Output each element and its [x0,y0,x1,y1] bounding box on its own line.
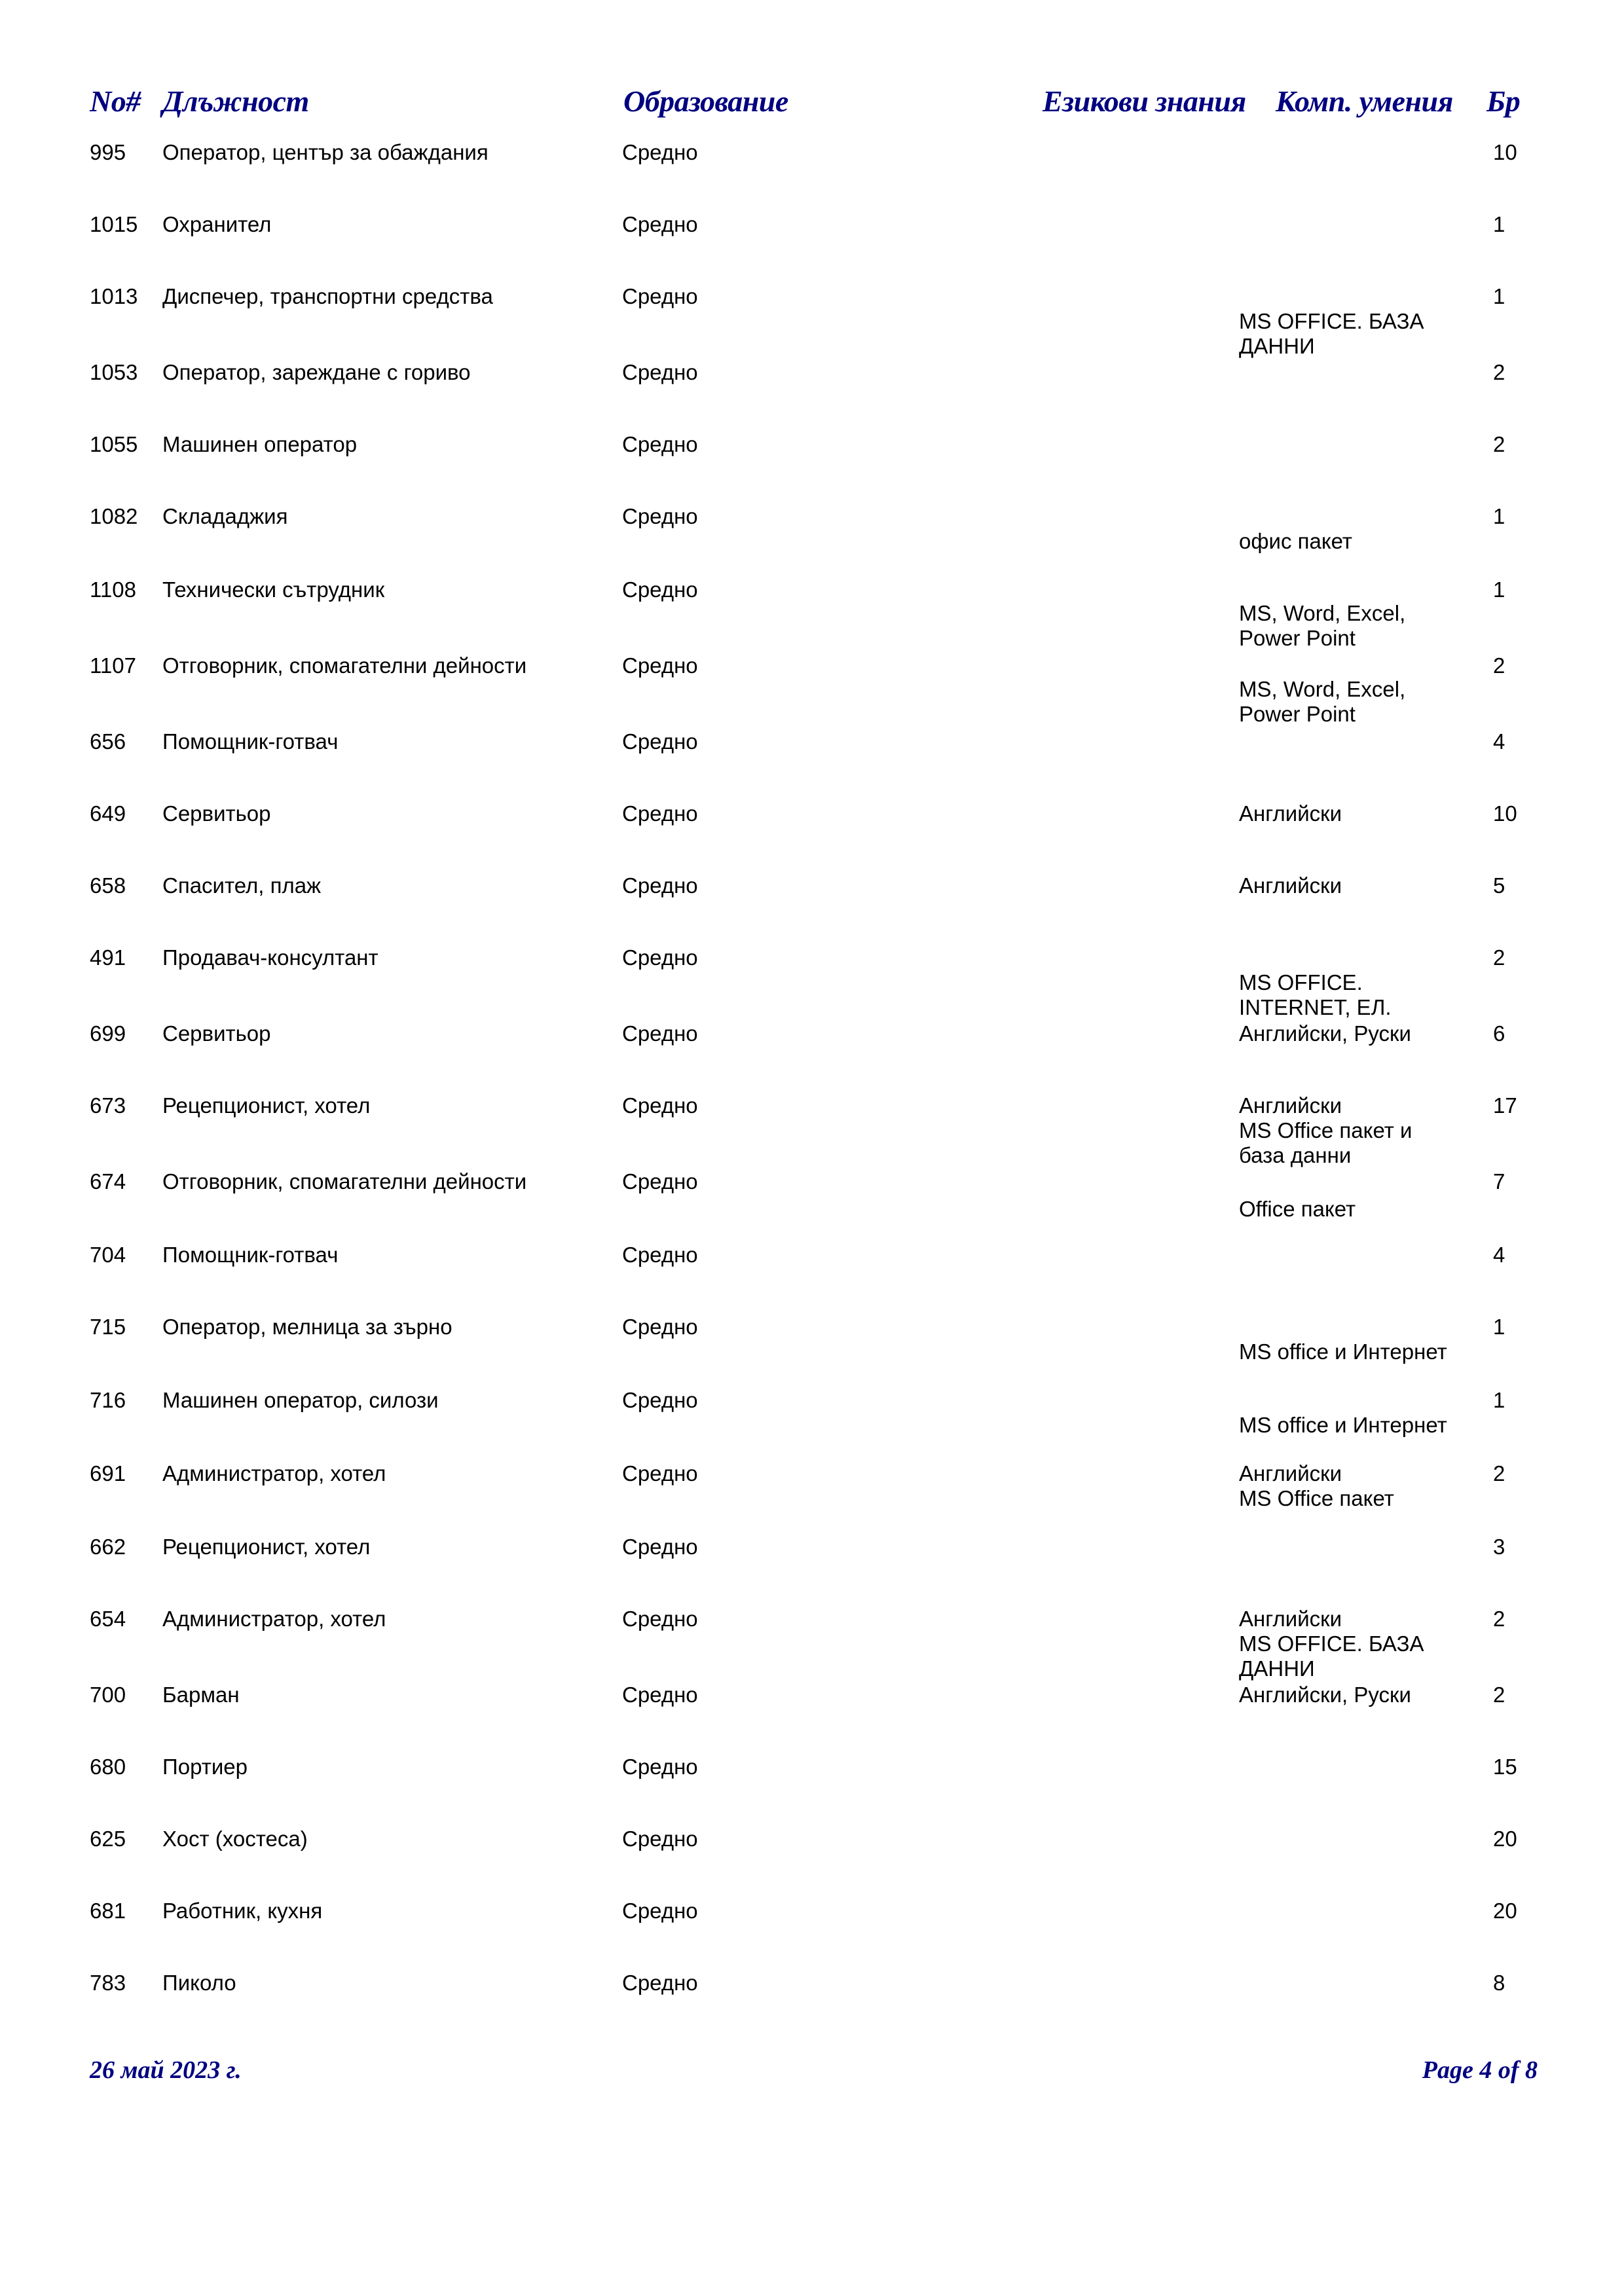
row-number: 699 [90,1021,126,1046]
row-education: Средно [622,432,698,456]
row-count: 1 [1493,284,1505,308]
row-number: 625 [90,1827,126,1851]
row-education: Средно [622,1021,698,1046]
footer-date: 26 май 2023 г. [90,2056,242,2084]
row-number: 1055 [90,432,138,456]
row-number: 691 [90,1461,126,1485]
row-position: Оператор, зареждане с гориво [162,360,471,384]
row-number: 658 [90,873,126,898]
row-education: Средно [622,212,698,236]
row-position: Рецепционист, хотел [162,1535,371,1559]
row-position: Барман [162,1683,240,1707]
row-education: Средно [622,653,698,678]
row-count: 8 [1493,1971,1505,1995]
row-position: Администратор, хотел [162,1461,386,1485]
row-position: Оператор, център за обаждания [162,140,489,164]
row-position: Работник, кухня [162,1899,323,1923]
skill-note: Английски, Руски [1239,1021,1411,1046]
skill-note: Английски, Руски [1239,1683,1411,1707]
row-count: 2 [1493,945,1505,970]
skill-note: MS OFFICE. БАЗА ДАННИ [1239,1631,1424,1681]
row-count: 2 [1493,1461,1505,1485]
row-position: Рецепционист, хотел [162,1093,371,1118]
row-number: 680 [90,1755,126,1779]
skill-note: Английски [1239,801,1342,826]
row-education: Средно [622,1243,698,1267]
row-count: 3 [1493,1535,1505,1559]
header-computer-skills: Комп. умения [1276,84,1453,118]
row-education: Средно [622,1535,698,1559]
row-position: Машинен оператор, силози [162,1388,439,1412]
row-count: 5 [1493,873,1505,898]
header-no: No# [90,84,141,118]
row-education: Средно [622,284,698,308]
row-education: Средно [622,1971,698,1995]
row-position: Продавач-консултант [162,945,378,970]
row-education: Средно [622,1461,698,1485]
row-education: Средно [622,1315,698,1339]
row-number: 491 [90,945,126,970]
row-number: 662 [90,1535,126,1559]
row-position: Помощник-готвач [162,1243,339,1267]
row-count: 15 [1493,1755,1517,1779]
row-education: Средно [622,1388,698,1412]
row-count: 2 [1493,1607,1505,1631]
row-count: 17 [1493,1093,1517,1118]
row-position: Отговорник, спомагателни дейности [162,1169,527,1194]
row-education: Средно [622,504,698,528]
row-number: 649 [90,801,126,826]
row-number: 1082 [90,504,138,528]
row-count: 20 [1493,1899,1517,1923]
row-number: 681 [90,1899,126,1923]
row-count: 1 [1493,212,1505,236]
row-education: Средно [622,577,698,602]
skill-note: Office пакет [1239,1197,1356,1221]
row-education: Средно [622,1899,698,1923]
footer-page-number: Page 4 of 8 [1422,2056,1538,2084]
skill-note: Английски [1239,1607,1342,1631]
row-number: 716 [90,1388,126,1412]
row-count: 1 [1493,1388,1505,1412]
row-number: 1013 [90,284,138,308]
row-number: 1107 [90,653,136,678]
row-count: 1 [1493,577,1505,602]
row-position: Сервитьор [162,801,271,826]
row-education: Средно [622,1093,698,1118]
row-count: 6 [1493,1021,1505,1046]
row-count: 2 [1493,432,1505,456]
row-education: Средно [622,360,698,384]
row-count: 20 [1493,1827,1517,1851]
header-count: Бр [1486,84,1521,118]
row-education: Средно [622,801,698,826]
row-count: 4 [1493,1243,1505,1267]
row-number: 656 [90,729,126,754]
skill-note: MS office и Интернет [1239,1339,1447,1364]
row-education: Средно [622,729,698,754]
row-position: Сервитьор [162,1021,271,1046]
row-position: Охранител [162,212,272,236]
row-position: Диспечер, транспортни средства [162,284,493,308]
row-education: Средно [622,1683,698,1707]
row-count: 7 [1493,1169,1505,1194]
row-position: Хост (хостеса) [162,1827,308,1851]
skill-note: MS OFFICE. БАЗА ДАННИ [1239,309,1424,358]
row-count: 1 [1493,504,1505,528]
row-education: Средно [622,140,698,164]
row-count: 10 [1493,801,1517,826]
row-education: Средно [622,945,698,970]
row-position: Оператор, мелница за зърно [162,1315,452,1339]
row-position: Администратор, хотел [162,1607,386,1631]
row-education: Средно [622,1169,698,1194]
header-position: Длъжност [162,84,309,118]
row-education: Средно [622,1607,698,1631]
row-count: 4 [1493,729,1505,754]
header-languages: Езикови знания [1043,84,1246,118]
row-count: 2 [1493,653,1505,678]
skill-note: MS OFFICE. INTERNET, ЕЛ. [1239,970,1392,1019]
row-position: Помощник-готвач [162,729,339,754]
row-education: Средно [622,1755,698,1779]
row-count: 1 [1493,1315,1505,1339]
row-position: Склададжия [162,504,288,528]
row-education: Средно [622,1827,698,1851]
skill-note: Английски [1239,873,1342,898]
row-count: 2 [1493,360,1505,384]
row-number: 654 [90,1607,126,1631]
skill-note: MS Office пакет и база данни [1239,1118,1412,1167]
row-position: Технически сътрудник [162,577,385,602]
skill-note: Английски [1239,1093,1342,1118]
skill-note: офис пакет [1239,529,1353,553]
row-position: Машинен оператор [162,432,358,456]
row-count: 2 [1493,1683,1505,1707]
row-number: 995 [90,140,126,164]
row-education: Средно [622,873,698,898]
row-number: 783 [90,1971,126,1995]
row-number: 673 [90,1093,126,1118]
skill-note: MS Office пакет [1239,1486,1394,1510]
row-position: Пиколо [162,1971,236,1995]
header-education: Образование [623,84,788,118]
row-position: Портиер [162,1755,248,1779]
row-position: Отговорник, спомагателни дейности [162,653,527,678]
row-number: 674 [90,1169,126,1194]
row-number: 704 [90,1243,126,1267]
skill-note: MS office и Интернет [1239,1413,1447,1437]
row-number: 715 [90,1315,126,1339]
row-number: 1053 [90,360,138,384]
row-number: 1108 [90,577,136,602]
row-number: 1015 [90,212,138,236]
skill-note: MS, Word, Excel, Power Point [1239,601,1406,650]
row-position: Спасител, плаж [162,873,322,898]
row-count: 10 [1493,140,1517,164]
row-number: 700 [90,1683,126,1707]
skill-note: Английски [1239,1461,1342,1485]
skill-note: MS, Word, Excel, Power Point [1239,677,1406,726]
